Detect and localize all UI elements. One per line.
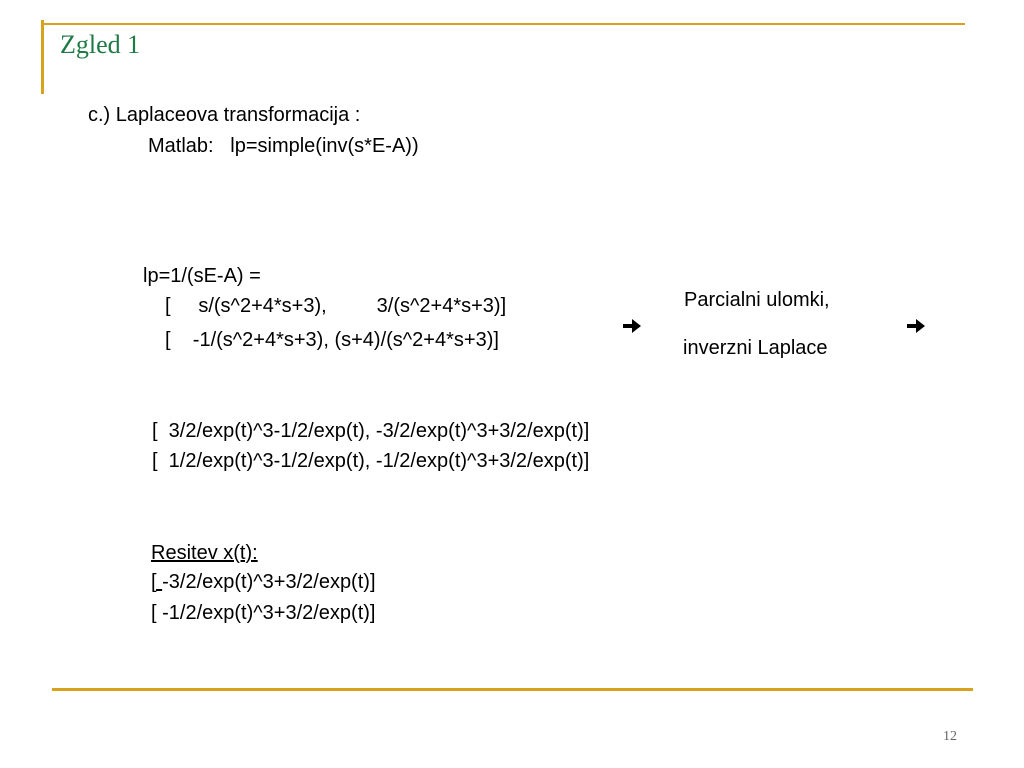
result-matrix-row-2: [ 1/2/exp(t)^3-1/2/exp(t), -1/2/exp(t)^3+3/2/exp(t)] [152,450,590,472]
solution-title: Resitev x(t): [151,542,258,564]
slide-title: Zgled 1 [60,30,141,59]
accent-bottom-line [52,688,973,691]
step-label-line-2: inverzni Laplace [683,337,828,359]
solution-row-1-text: -3/2/exp(t)^3+3/2/exp(t)] [162,571,376,593]
solution-row-1 [151,570,376,594]
lp-matrix-row-1: [ s/(s^2+4*s+3), 3/(s^2+4*s+3)] [165,295,507,317]
solution-row-1-bracket: [ [151,571,163,593]
right-arrow-icon [621,317,643,335]
result-matrix-row-1: [ 3/2/exp(t)^3-1/2/exp(t), -3/2/exp(t)^3+3/2/exp(t)] [152,420,590,442]
step-label-line-1: Parcialni ulomki, [684,289,830,311]
accent-vertical-line [41,20,44,94]
lp-matrix-label: lp=1/(sE-A) = [143,265,261,287]
solution-row-2: [ -1/2/exp(t)^3+3/2/exp(t)] [151,602,376,624]
right-arrow-icon [905,317,927,335]
lp-matrix-row-2: [ -1/(s^2+4*s+3), (s+4)/(s^2+4*s+3)] [165,329,499,351]
section-heading: c.) Laplaceova transformacija : [88,104,361,126]
page-number: 12 [943,729,957,744]
matlab-command: Matlab: lp=simple(inv(s*E-A)) [148,135,419,157]
accent-top-line [41,23,965,25]
